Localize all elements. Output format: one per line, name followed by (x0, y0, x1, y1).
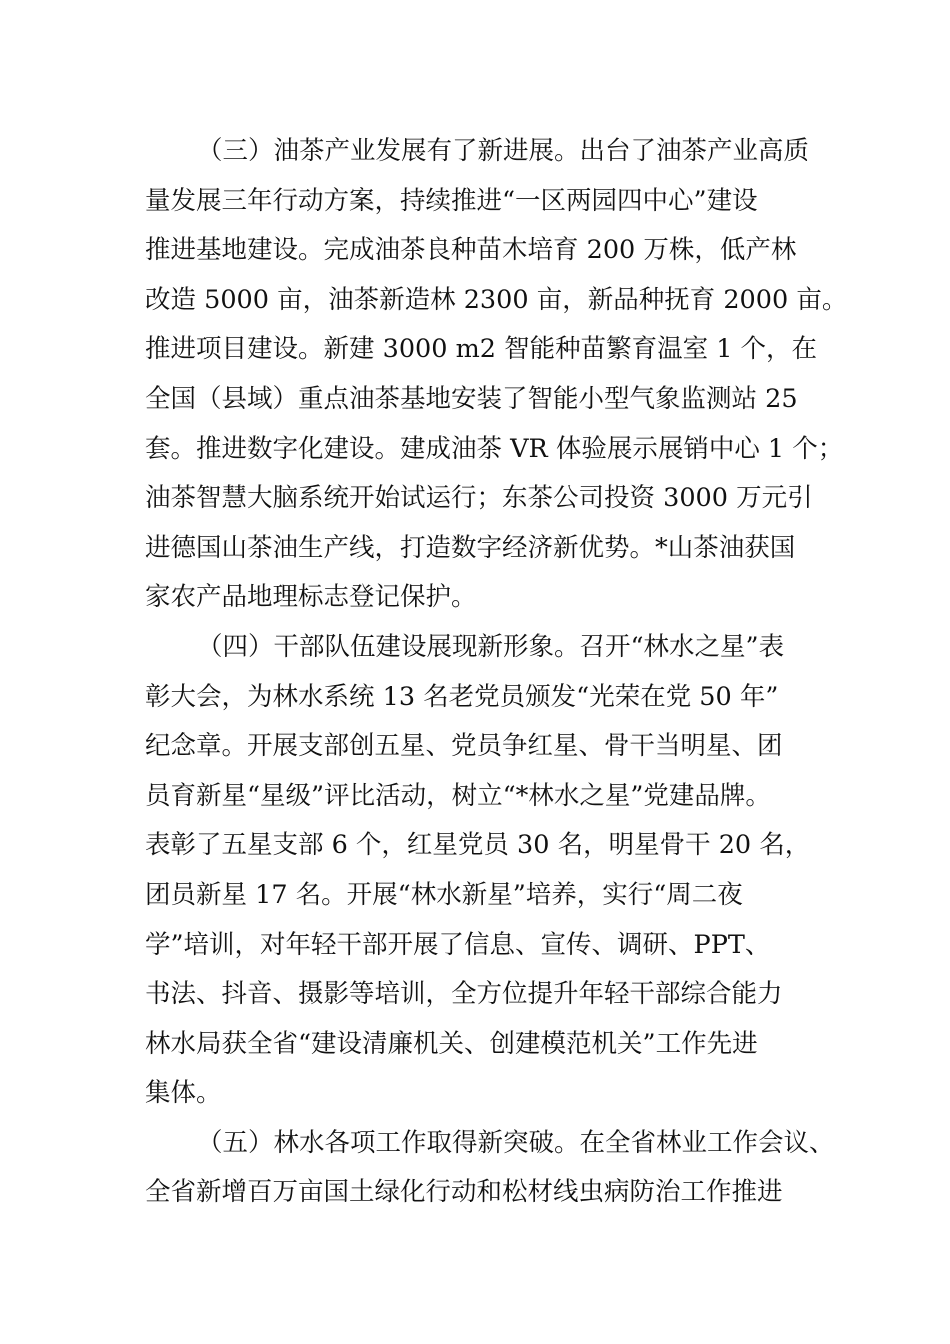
paragraph-line: 家农产品地理标志登记保护。 (145, 582, 477, 613)
paragraph-line: （三）油茶产业发展有了新进展。出台了油茶产业高质 (197, 136, 810, 166)
paragraph-line: 团员新星 17 名。开展“林水新星”培养，实行“周二夜 (145, 879, 743, 910)
paragraph-line: 改造 5000 亩，油茶新造林 2300 亩，新品种抚育 2000 亩。 (145, 284, 848, 315)
paragraph-line: 进德国山茶油生产线，打造数字经济新优势。*山茶油获国 (145, 532, 796, 563)
paragraph-line: 推进基地建设。完成油茶良种苗木培育 200 万株，低产林 (145, 235, 797, 266)
paragraph-line: 纪念章。开展支部创五星、党员争红星、骨干当明星、团 (145, 731, 783, 762)
paragraph-line: 套。推进数字化建设。建成油茶 VR 体验展示展销中心 1 个； (145, 433, 844, 464)
paragraph-line: 量发展三年行动方案，持续推进“一区两园四中心”建设 (145, 185, 758, 216)
document-body (145, 127, 848, 1218)
paragraph-line: 林水局获全省“建设清廉机关、创建模范机关”工作先进 (145, 1028, 758, 1059)
paragraph-line: 推进项目建设。新建 3000 m2 智能种苗繁育温室 1 个，在 (145, 334, 818, 365)
paragraph-line: 员育新星“星级”评比活动，树立“*林水之星”党建品牌。 (145, 780, 771, 811)
paragraph-line: 油茶智慧大脑系统开始试运行；东茶公司投资 3000 万元引 (145, 483, 813, 514)
paragraph-line: 彰大会，为林水系统 13 名老党员颁发“光荣在党 50 年” (145, 681, 779, 712)
paragraph-line: （五）林水各项工作取得新突破。在全省林业工作会议、 (197, 1127, 835, 1158)
paragraph-line: 书法、抖音、摄影等培训，全方位提升年轻干部综合能力 (145, 979, 783, 1010)
paragraph-line: 表彰了五星支部 6 个，红星党员 30 名，明星骨干 20 名， (145, 830, 811, 861)
paragraph-section-4 (145, 623, 835, 1119)
paragraph-line: 全省新增百万亩国土绿化行动和松材线虫病防治工作推进 (145, 1177, 783, 1208)
paragraph-section-5 (145, 1119, 835, 1218)
paragraph-line: 集体。 (145, 1078, 222, 1109)
paragraph-line: 学”培训，对年轻干部开展了信息、宣传、调研、PPT、 (145, 929, 771, 960)
paragraph-section-3 (145, 127, 848, 623)
paragraph-line: 全国（县域）重点油茶基地安装了智能小型气象监测站 25 (145, 383, 798, 414)
paragraph-line: （四）干部队伍建设展现新形象。召开“林水之星”表 (197, 631, 785, 662)
